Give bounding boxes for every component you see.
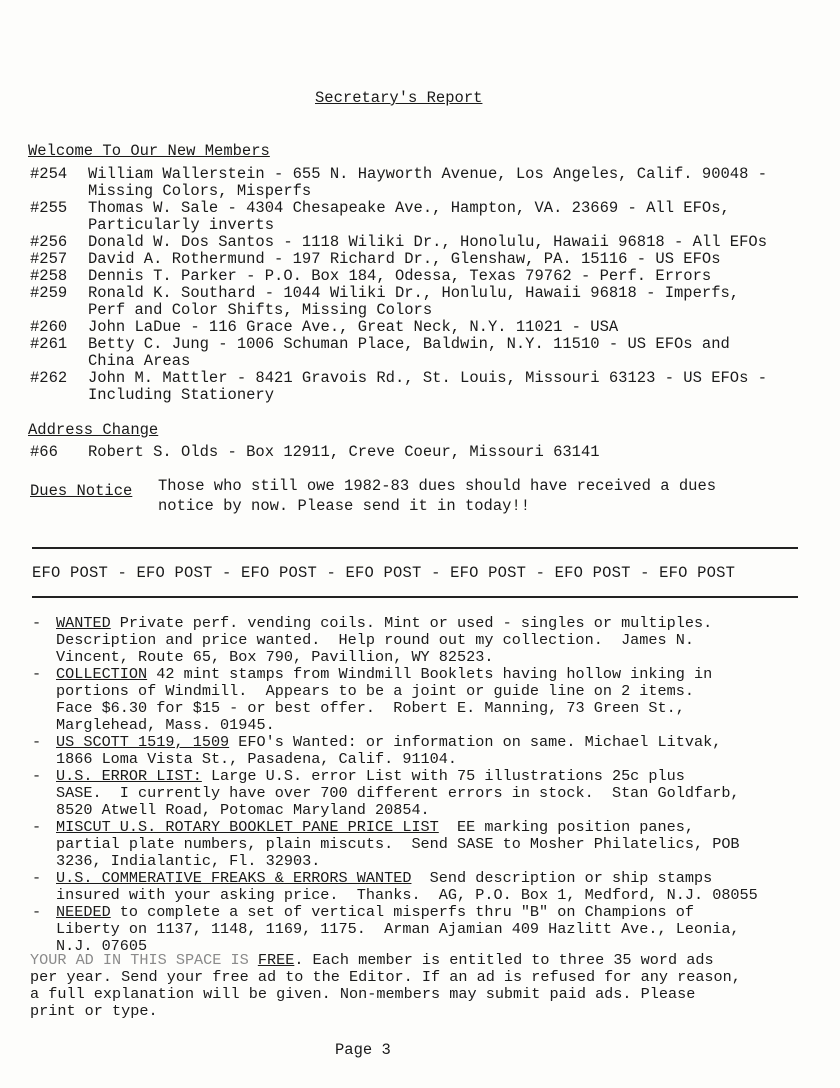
member-entry	[30, 319, 830, 336]
member-details-continued: Particularly inverts	[88, 216, 275, 234]
classified-ad	[30, 734, 830, 768]
efo-post-banner: EFO POST - EFO POST - EFO POST - EFO POST - EFO POST - EFO POST - EFO POST	[32, 564, 736, 582]
member-number: #258	[30, 267, 68, 285]
address-change-entry	[30, 444, 600, 461]
member-number: #260	[30, 318, 68, 336]
ad-text-line: portions of Windmill. Appears to be a joint or guide line on 2 items.	[56, 682, 694, 700]
member-details: David A. Rothermund - 197 Richard Dr., Glenshaw, PA. 15116 - US EFOs	[88, 250, 721, 268]
notice-free: FREE	[257, 951, 295, 969]
ad-text-line: 8520 Atwell Road, Potomac Maryland 20854.	[56, 801, 430, 819]
member-entry	[30, 285, 830, 319]
member-entry	[30, 200, 830, 234]
notice-line: . Each member is entitled to three 35 word ads	[294, 951, 714, 969]
member-details-continued: Including Stationery	[88, 386, 275, 404]
ad-text-line: Face $6.30 for $15 - or best offer. Robert E. Manning, 73 Green St.,	[56, 699, 685, 717]
member-entry	[30, 370, 830, 404]
member-number: #261	[30, 335, 68, 353]
member-details: William Wallerstein - 655 N. Hayworth Avenue, Los Angeles, Calif. 90048 -	[88, 165, 768, 183]
member-details: John M. Mattler - 8421 Gravois Rd., St. Louis, Missouri 63123 - US EFOs -	[88, 369, 768, 387]
member-entry	[30, 234, 830, 251]
ad-keyword: NEEDED	[56, 903, 111, 921]
dues-notice-line: Those who still owe 1982-83 dues should have received a dues	[158, 477, 717, 495]
member-details: Dennis T. Parker - P.O. Box 184, Odessa, Texas 79762 - Perf. Errors	[88, 267, 712, 285]
ad-text-line: partial plate numbers, plain miscuts. Send SASE to Mosher Philatelics, POB	[56, 835, 740, 853]
bullet-dash: -	[32, 614, 42, 632]
dues-notice-line: notice by now. Please send it in today!!	[158, 497, 531, 515]
classified-ad	[30, 768, 830, 819]
bullet-dash: -	[32, 903, 42, 921]
member-entry	[30, 251, 830, 268]
dues-notice	[30, 478, 830, 515]
bullet-dash: -	[32, 665, 42, 683]
ad-text-line: to complete a set of vertical misperfs thru "B" on Champions of	[110, 903, 694, 921]
member-details-continued: Perf and Color Shifts, Missing Colors	[88, 301, 433, 319]
ad-text-line: insured with your asking price. Thanks. AG, P.O. Box 1, Medford, N.J. 08055	[56, 886, 758, 904]
member-number: #262	[30, 369, 68, 387]
ad-text-line: Vincent, Route 65, Box 790, Pavillion, WY 82523.	[56, 648, 494, 666]
divider-rule	[32, 596, 798, 598]
member-details: Donald W. Dos Santos - 1118 Wiliki Dr., Honolulu, Hawaii 96818 - All EFOs	[88, 233, 768, 251]
ad-text-line: EFO's Wanted: or information on same. Michael Litvak,	[229, 733, 722, 751]
welcome-heading: Welcome To Our New Members	[28, 142, 270, 160]
ad-keyword: COLLECTION	[56, 665, 148, 683]
bullet-dash: -	[32, 733, 42, 751]
report-title: Secretary's Report	[315, 89, 483, 107]
ad-text-line: N.J. 07605	[56, 937, 148, 955]
ad-keyword: US SCOTT 1519, 1509	[56, 733, 230, 751]
member-number: #254	[30, 165, 68, 183]
ad-text-line: EE marking position panes,	[438, 818, 694, 836]
address-change-heading: Address Change	[28, 421, 159, 439]
ad-keyword: U.S. COMMERATIVE FREAKS & ERRORS WANTED	[56, 869, 412, 887]
member-entry	[30, 336, 830, 370]
ad-text-line: Liberty on 1137, 1148, 1169, 1175. Arman Ajamian 409 Hazlitt Ave., Leonia,	[56, 920, 740, 938]
member-number: #256	[30, 233, 68, 251]
ad-text-line: 3236, Indialantic, Fl. 32903.	[56, 852, 321, 870]
ad-text-line: SASE. I currently have over 700 different errors in stock. Stan Goldfarb,	[56, 784, 740, 802]
ad-keyword: MISCUT U.S. ROTARY BOOKLET PANE PRICE LIST	[56, 818, 439, 836]
classified-ad	[30, 904, 830, 955]
dues-notice-label: Dues Notice	[30, 482, 133, 500]
notice-lead: YOUR AD IN THIS SPACE IS	[30, 951, 258, 969]
classified-ad	[30, 870, 830, 904]
classified-ads	[30, 615, 830, 955]
member-details: Ronald K. Southard - 1044 Wiliki Dr., Honlulu, Hawaii 96818 - Imperfs,	[88, 284, 740, 302]
member-entry	[30, 166, 830, 200]
member-number: #255	[30, 199, 68, 217]
member-details: John LaDue - 116 Grace Ave., Great Neck, N.Y. 11021 - USA	[88, 318, 619, 336]
notice-line: print or type.	[30, 1002, 158, 1020]
classified-ad	[30, 615, 830, 666]
member-details: Thomas W. Sale - 4304 Chesapeake Ave., Hampton, VA. 23669 - All EFOs,	[88, 199, 730, 217]
member-number: #259	[30, 284, 68, 302]
bullet-dash: -	[32, 767, 42, 785]
notice-line: per year. Send your free ad to the Editor. If an ad is refused for any reason,	[30, 968, 741, 986]
member-details-continued: Missing Colors, Misperfs	[88, 182, 312, 200]
ad-text-line: 1866 Loma Vista St., Pasadena, Calif. 91104.	[56, 750, 458, 768]
divider-rule	[32, 547, 798, 549]
member-details-continued: China Areas	[88, 352, 191, 370]
notice-line: a full explanation will be given. Non-members may submit paid ads. Please	[30, 985, 696, 1003]
member-details: Betty C. Jung - 1006 Schuman Place, Baldwin, N.Y. 11510 - US EFOs and	[88, 335, 730, 353]
ad-keyword: U.S. ERROR LIST:	[56, 767, 202, 785]
ad-text-line: Marglehead, Mass. 01945.	[56, 716, 275, 734]
member-number: #257	[30, 250, 68, 268]
classified-ad	[30, 666, 830, 734]
ad-text-line: Large U.S. error List with 75 illustrations 25c plus	[201, 767, 685, 785]
address-change-text: Robert S. Olds - Box 12911, Creve Coeur, Missouri 63141	[88, 443, 600, 461]
ad-text-line: Description and price wanted. Help round out my collection. James N.	[56, 631, 694, 649]
ad-text-line: Private perf. vending coils. Mint or used - singles or multiples.	[110, 614, 713, 632]
member-number: #66	[30, 443, 58, 461]
ad-keyword: WANTED	[56, 614, 111, 632]
bullet-dash: -	[32, 818, 42, 836]
ad-text-line: Send description or ship stamps	[411, 869, 713, 887]
free-ad-notice	[30, 952, 830, 1020]
page-number: Page 3	[335, 1041, 391, 1059]
ad-text-line: 42 mint stamps from Windmill Booklets having hollow inking in	[147, 665, 713, 683]
member-entry	[30, 268, 830, 285]
classified-ad	[30, 819, 830, 870]
bullet-dash: -	[32, 869, 42, 887]
